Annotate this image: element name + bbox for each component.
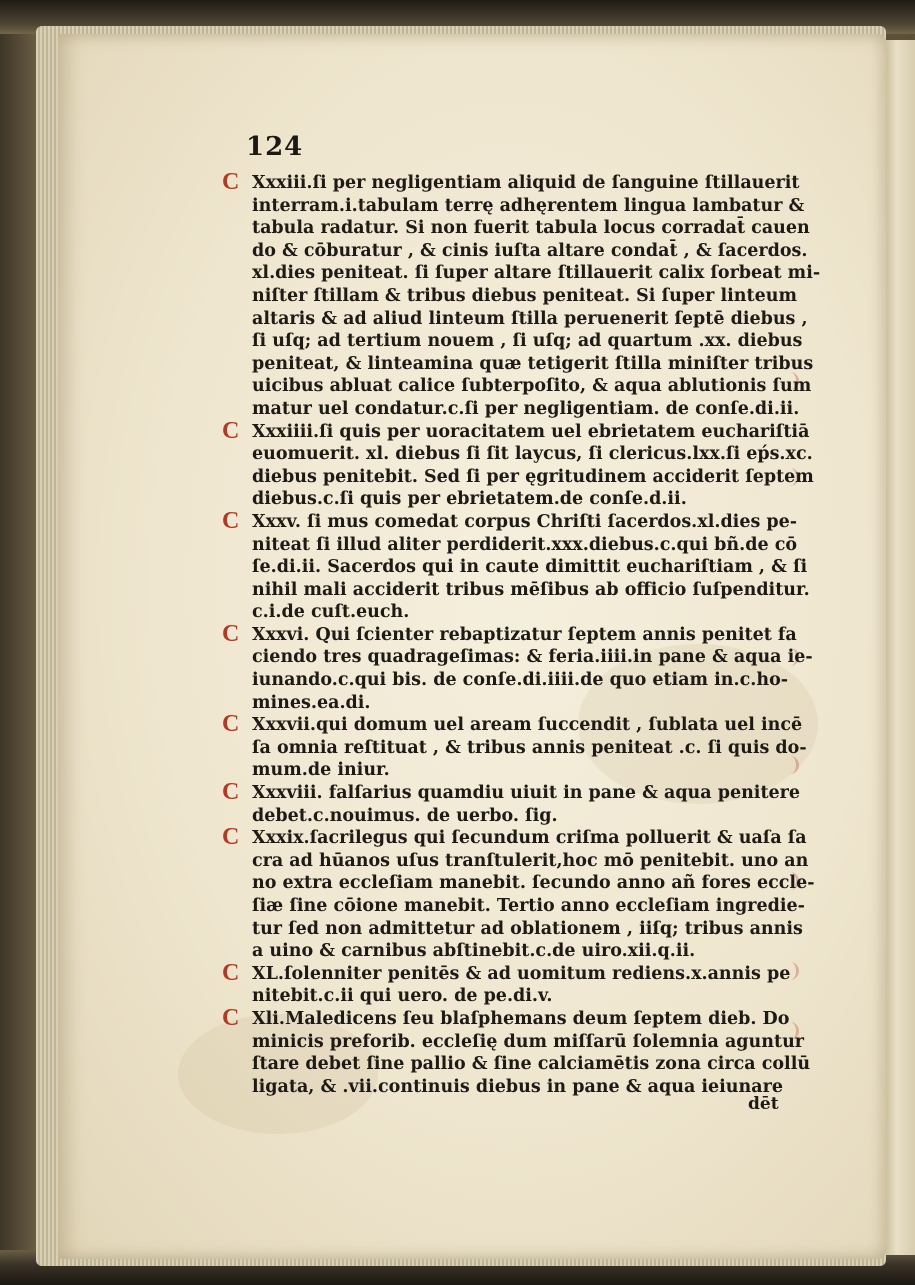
text-line: xl.dies peniteat. ſi ſuper altare ſtillauerit calix ſorbeat mi- <box>252 263 821 284</box>
text-line: peniteat, & linteamina quæ tetigerit ſtilla miniſter tribus <box>252 353 814 374</box>
text-line: Xli.Maledicens ſeu blaſphemans deum ſeptem dieb. Do <box>252 1008 790 1029</box>
text-line: altaris & ad aliud linteum ſtilla peruenerit ſeptē diebus , <box>252 308 808 329</box>
text-line: diebus.c.ſi quis per ebrietatem.de conſe.d.ii. <box>252 489 687 510</box>
text-line: ligata, & .vii.continuis diebus in pane & aqua ieiunare <box>252 1076 783 1097</box>
text-line: ſiæ ſine cōione manebit. Tertio anno eccleſiam ingredie- <box>252 896 805 916</box>
text-line: interram.i.tabulam terrę adhęrentem lingua lambatur & <box>252 195 805 216</box>
text-line: matur uel condatur.c.ſi per negligentiam. de conſe.di.ii. <box>252 398 800 419</box>
text-line: mum.de iniur. <box>252 760 390 781</box>
paragraph <box>222 1004 811 1098</box>
text-line: nihil mali acciderit tribus mēſibus ab officio ſuſpenditur. <box>252 579 810 600</box>
text-line: ſa omnia reſtituat , & tribus annis peniteat .c. ſi quis do- <box>252 737 807 758</box>
text-line: debet.c.nouimus. de uerbo. ſig. <box>252 805 558 826</box>
rubricated-paragraph-mark: C <box>222 779 240 806</box>
text-line: iunando.c.qui bis. de conſe.di.iiii.de quo etiam in.c.ho- <box>252 670 789 691</box>
text-line: ciendo tres quadrageſimas: & feria.iiii.in pane & aqua ie- <box>252 647 813 668</box>
text-line: nitebit.c.ii qui uero. de pe.di.v. <box>252 986 553 1007</box>
paragraph <box>222 507 810 624</box>
facing-page-edge <box>884 40 915 1255</box>
rubricated-paragraph-mark: C <box>222 620 240 647</box>
rubricated-paragraph-mark: C <box>222 417 240 444</box>
rubricated-paragraph-mark: C <box>222 711 240 738</box>
text-line: Xxxix.ſacrilegus qui ſecundum criſma polluerit & uaſa ſa <box>252 828 807 849</box>
text-line: minicis preforib. eccleſię dum miſſarū ſolemnia aguntur <box>252 1031 805 1052</box>
body-text <box>222 169 821 1098</box>
page-number: 124 <box>246 132 304 162</box>
catchword: dēt <box>748 1094 779 1114</box>
rubricated-paragraph-mark: C <box>222 824 240 851</box>
text-line: tur ſed non admittetur ad oblationem , iiſq; tribus annis <box>252 918 803 939</box>
text-line: Xxxv. ſi mus comedat corpus Chriſti ſacerdos.xl.dies pe- <box>252 511 798 532</box>
text-line: ſe.di.ii. Sacerdos qui in caute dimittit euchariſtiam , & ſi <box>252 557 808 578</box>
rubricated-paragraph-mark: C <box>222 959 240 986</box>
text-line: Xxxiii.ſi per negligentiam aliquid de ſanguine ſtillauerit <box>252 173 800 193</box>
text-line: Xxxvii.qui domum uel aream ſuccendit , ſublata uel incē <box>252 715 803 736</box>
text-line: niteat ſi illud aliter perdiderit.xxx.diebus.c.qui bñ.de cō <box>252 534 798 555</box>
text-line: euomuerit. xl. diebus ſi ſit laycus, ſi clericus.lxx.ſi eṕs.xc. <box>252 444 813 465</box>
rubricated-paragraph-mark: C <box>222 1004 240 1031</box>
paragraph <box>222 711 807 782</box>
rubricated-paragraph-mark: C <box>222 169 240 195</box>
text-line: Xxxiiii.ſi quis per uoracitatem uel ebrietatem euchariſtiā <box>252 421 810 442</box>
paragraph <box>222 417 814 511</box>
text-line: mines.ea.di. <box>252 692 371 713</box>
text-line: diebus penitebit. Sed ſi per ęgritudinem acciderit ſeptem <box>252 466 814 487</box>
paragraph <box>222 620 813 714</box>
text-line: c.i.de cuſt.euch. <box>252 602 410 623</box>
text-line: XL.ſolenniter penitēs & ad uomitum rediens.x.annis pe <box>252 963 791 984</box>
paragraph <box>222 824 815 963</box>
paragraph <box>222 959 791 1008</box>
text-line: uicibus abluat calice ſubterpoſito, & aqua ablutionis ſum <box>252 376 812 397</box>
text-line: niſter ſtillam & tribus diebus peniteat. Si ſuper linteum <box>252 285 797 306</box>
text-line: do & cōburatur , & cinis iuſta altare condat̄ , & ſacerdos. <box>252 240 808 261</box>
text-line: cra ad hūanos uſus tranſtulerit,hoc mō penitebit. uno an <box>252 850 809 871</box>
text-line: ſi uſq; ad tertium nouem , ſi uſq; ad quartum .xx. diebus <box>252 331 803 352</box>
text-line: ſtare debet ſine pallio & ſine calciamētis zona circa collū <box>252 1054 811 1075</box>
text-line: Xxxvi. Qui ſcienter rebaptizatur ſeptem annis penitet fa <box>252 624 797 645</box>
paragraph <box>222 169 821 421</box>
text-line: no extra eccleſiam manebit. ſecundo anno añ fores eccle- <box>252 873 815 894</box>
text-line: tabula radatur. Si non fuerit tabula locus corradat̄ cauen <box>252 218 810 239</box>
text-line: Xxxviii. falſarius quamdiu uiuit in pane & aqua penitere <box>252 783 801 804</box>
rubricated-paragraph-mark: C <box>222 507 240 534</box>
paragraph <box>222 779 801 827</box>
text-line: a uino & carnibus abſtinebit.c.de uiro.xii.q.ii. <box>252 941 696 962</box>
